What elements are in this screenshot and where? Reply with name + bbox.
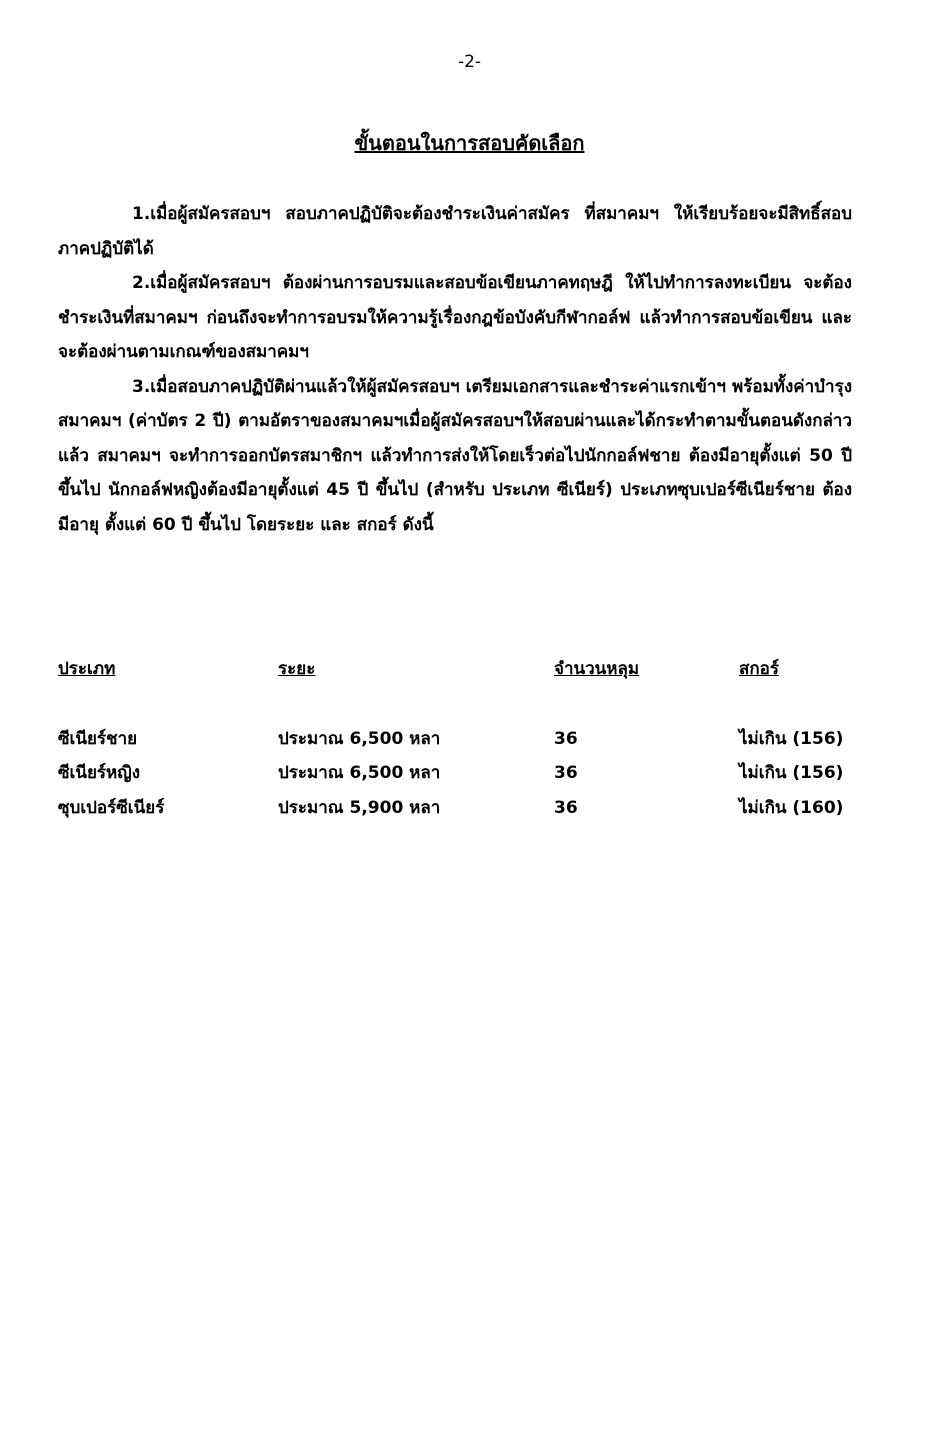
- paragraph-2: 2.เมื่อผู้สมัครสอบฯ ต้องผ่านการอบรมและสอบข้อเขียนภาคทฤษฎี ให้ไปทำการลงทะเบียน จะต้องชำระเงินที่สมาคมฯ ก่อนถึงจะทำการอบรมให้ความรู้เรื่องกฎข้อบังคับกีฬากอล์ฟ แล้วทำการสอบข้อเขียน และ จะต้องผ่านตามเกณฑ์ของสมาคมฯ: [58, 273, 852, 362]
- header-holes: จำนวนหลุม: [554, 659, 640, 679]
- cell-holes: 36: [554, 728, 578, 749]
- table-row: [58, 722, 858, 757]
- cell-score: ไม่เกิน (156): [739, 763, 844, 783]
- table-header-row: [58, 652, 858, 687]
- table-row: [58, 791, 858, 826]
- cell-distance: ประมาณ 6,500 หลา: [278, 763, 441, 783]
- header-category: ประเภท: [58, 659, 116, 679]
- header-score: สกอร์: [739, 659, 780, 679]
- cell-category: ซีเนียร์ชาย: [58, 728, 138, 749]
- document-title: ขั้นตอนในการสอบคัดเลือก: [354, 131, 585, 155]
- paragraph-3: 3.เมื่อสอบภาคปฏิบัติผ่านแล้วให้ผู้สมัครสอบฯ เตรียมเอกสารและชำระค่าแรกเข้าฯ พร้อมทั้งค่าบำรุงสมาคมฯ (ค่าบัตร 2 ปี) ตามอัตราของสมาคมฯเมื่อผู้สมัครสอบฯให้สอบผ่านและได้กระทำตามขั้นตอนดังกล่าวแล้ว สมาคมฯ จะทำการออกบัตรสมาชิกฯ แล้วทำการส่งให้โดยเร็วต่อไปนักกอล์ฟชาย ต้องมีอายุตั้งแต่ 50 ปี ขึ้นไป นักกอล์ฟหญิงต้องมีอายุตั้งแต่ 45 ปี ขึ้นไป (สำหรับ ประเภท ซีเนียร์) ประเภทซุบเปอร์ซีเนียร์ชาย ต้องมีอายุ ตั้งแต่ 60 ปี ขึ้นไป โดยระยะ และ สกอร์ ดังนี้: [58, 376, 852, 535]
- header-distance: ระยะ: [278, 659, 316, 679]
- cell-score: ไม่เกิน (156): [739, 728, 844, 749]
- cell-distance: ประมาณ 6,500 หลา: [278, 728, 441, 749]
- cell-distance: ประมาณ 5,900 หลา: [278, 797, 441, 818]
- paragraph-1: 1.เมื่อผู้สมัครสอบฯ สอบภาคปฏิบัติจะต้องชำระเงินค่าสมัคร ที่สมาคมฯ ให้เรียบร้อยจะมีสิทธิ์สอบภาคปฏิบัติได้: [58, 204, 852, 259]
- body-text: [58, 197, 852, 542]
- cell-holes: 36: [554, 763, 578, 783]
- cell-category: ซีเนียร์หญิง: [58, 763, 141, 783]
- table-row: [58, 756, 858, 791]
- cell-score: ไม่เกิน (160): [739, 797, 844, 818]
- cell-holes: 36: [554, 797, 578, 818]
- criteria-table: [58, 652, 858, 825]
- cell-category: ซุบเปอร์ซีเนียร์: [58, 797, 165, 818]
- page-number: -2-: [457, 52, 482, 72]
